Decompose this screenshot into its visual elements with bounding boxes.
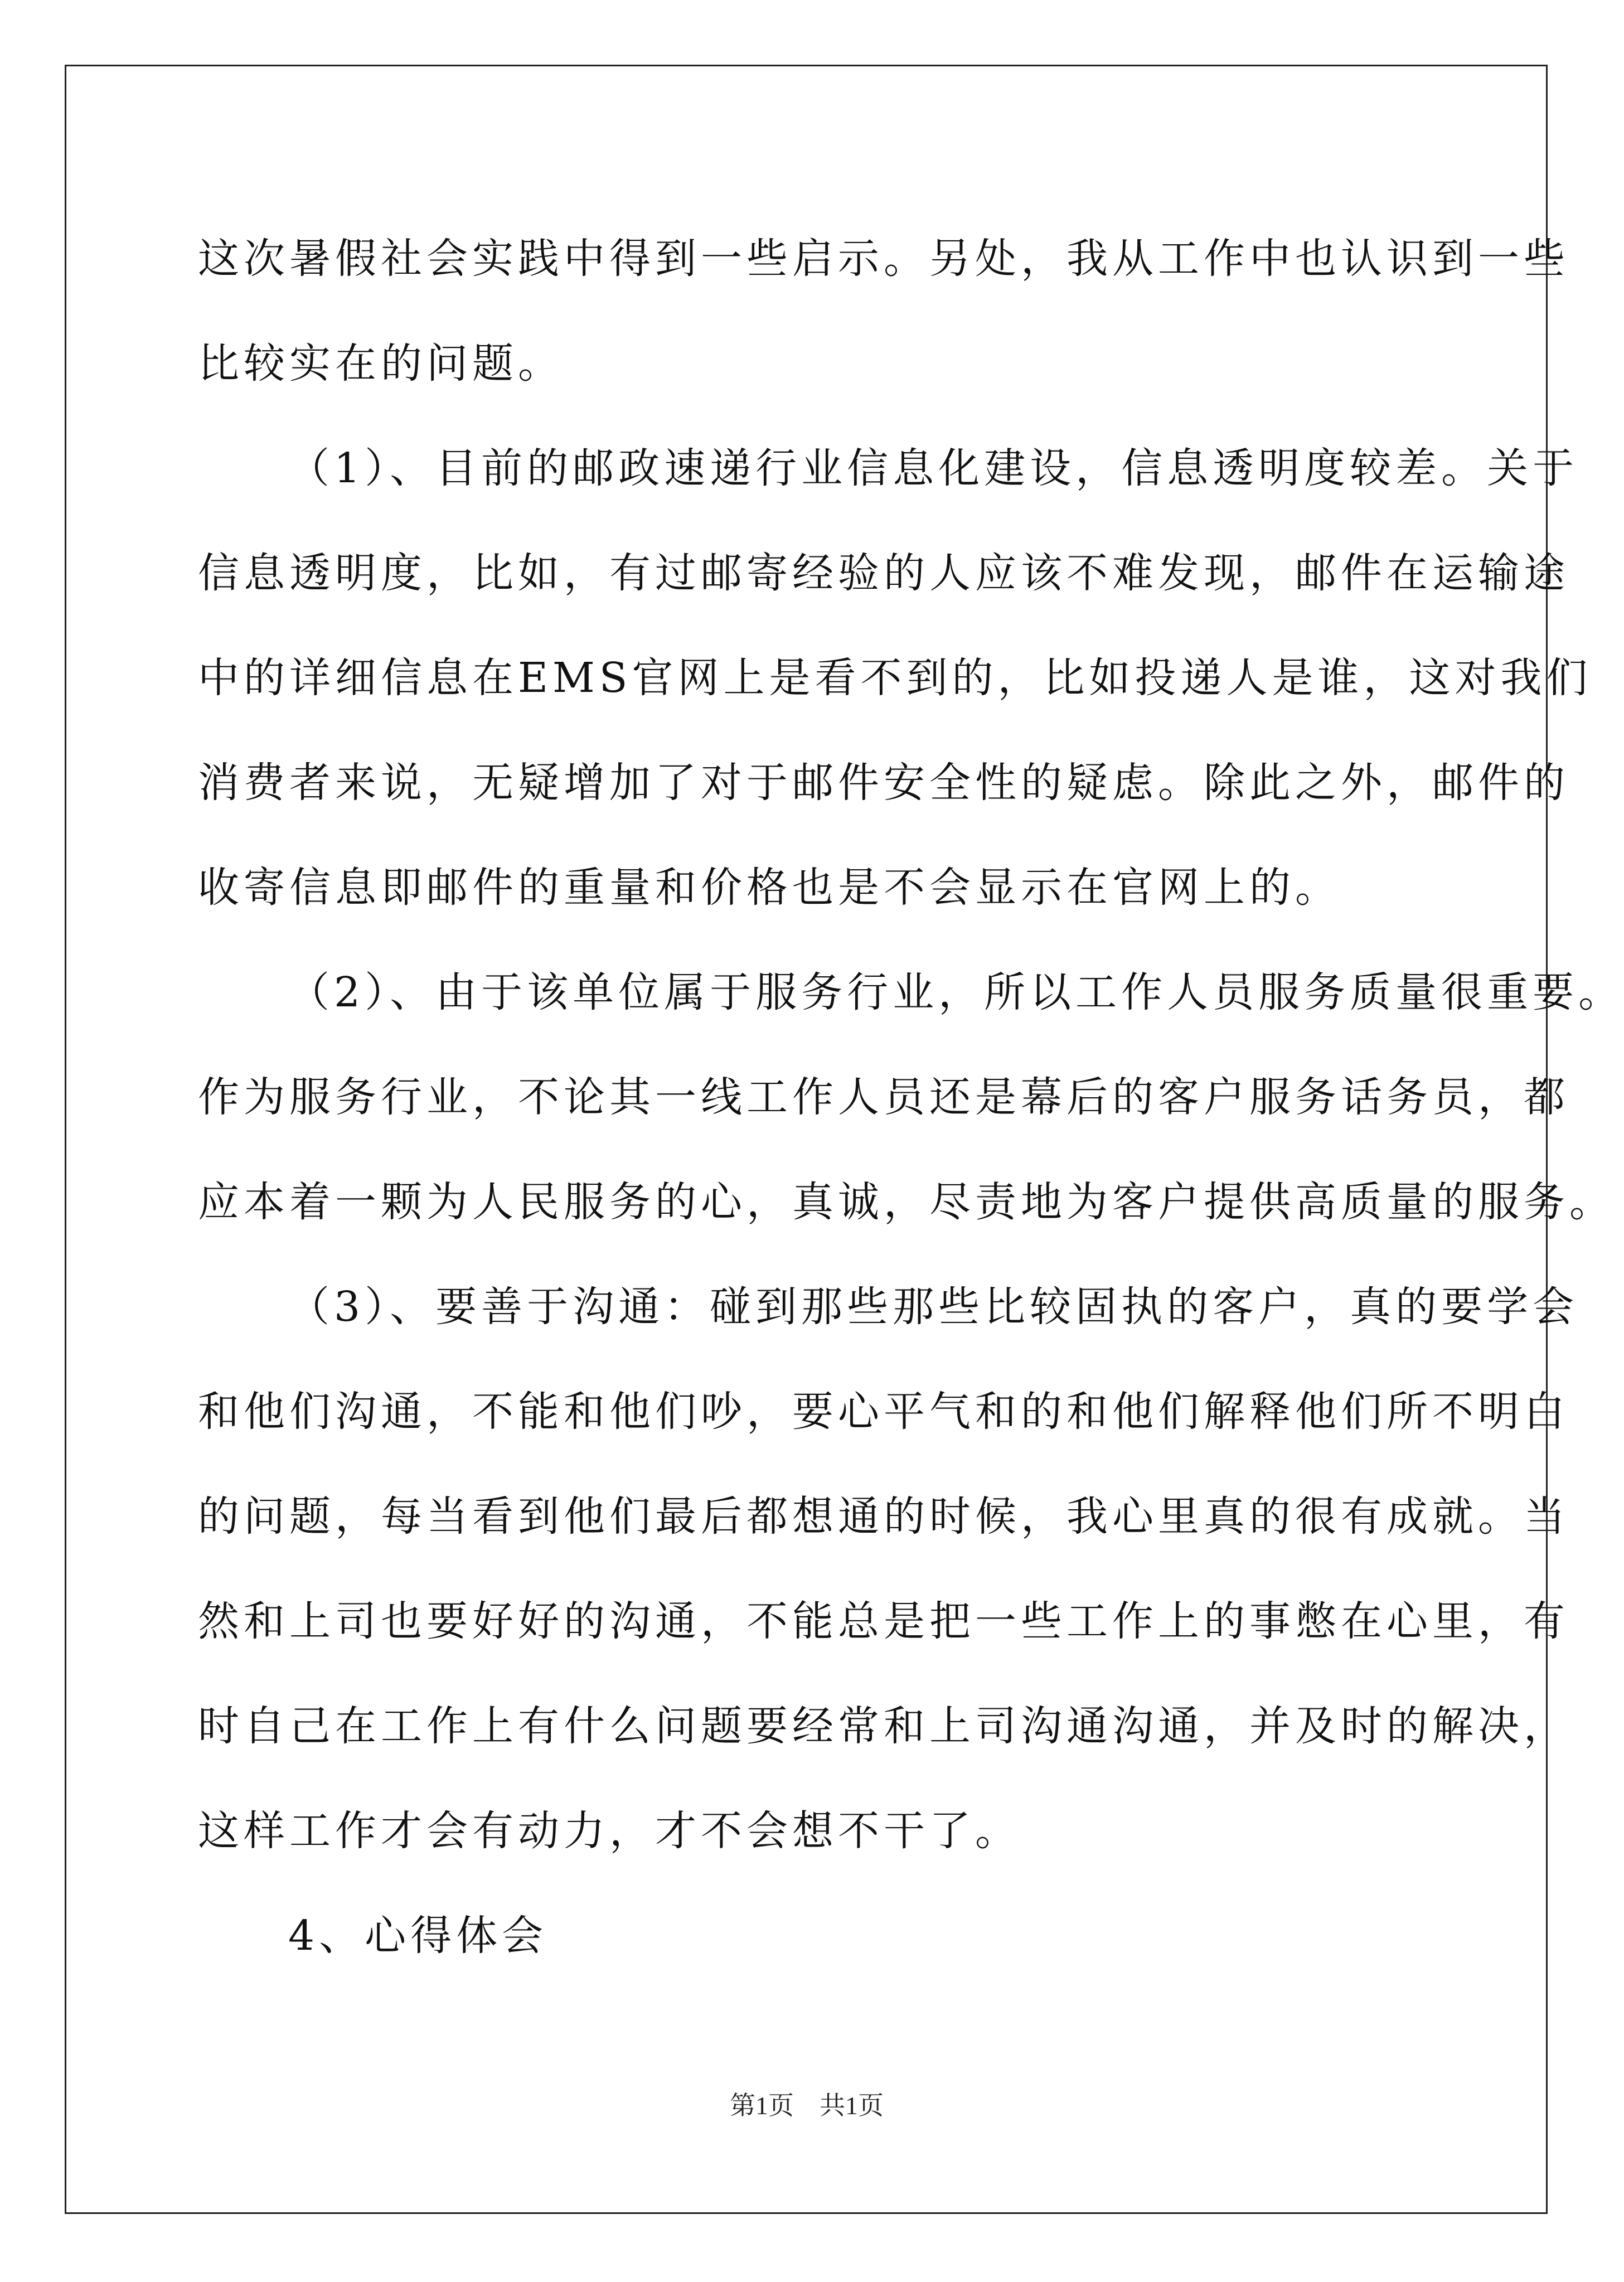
page-number-footer: 第1页 共1页 bbox=[730, 2091, 884, 2120]
paragraph-2-line-4: 消费者来说，无疑增加了对于邮件安全性的疑虑。除此之外，邮件的 bbox=[198, 759, 1569, 807]
paragraph-3-line-2: 作为服务行业，不论其一线工作人员还是幕后的客户服务话务员，都 bbox=[198, 1073, 1569, 1121]
paragraph-4-line-3: 的问题，每当看到他们最后都想通的时候，我心里真的很有成就。当 bbox=[198, 1493, 1569, 1540]
paragraph-2-line-2: 信息透明度，比如，有过邮寄经验的人应该不难发现，邮件在运输途 bbox=[198, 549, 1569, 597]
paragraph-2-line-5: 收寄信息即邮件的重量和价格也是不会显示在官网上的。 bbox=[198, 864, 1341, 912]
paragraph-2-line-3: 中的详细信息在EMS官网上是看不到的，比如投递人是谁，这对我们 bbox=[198, 654, 1592, 702]
paragraph-4-line-2: 和他们沟通，不能和他们吵，要心平气和的和他们解释他们所不明白 bbox=[198, 1388, 1569, 1436]
paragraph-4-line-4: 然和上司也要好好的沟通，不能总是把一些工作上的事憋在心里，有 bbox=[198, 1597, 1569, 1645]
paragraph-4-line-5: 时自己在工作上有什么问题要经常和上司沟通沟通，并及时的解决， bbox=[198, 1702, 1569, 1750]
paragraph-2-line-1: （1）、目前的邮政速递行业信息化建设，信息透明度较差。关于 bbox=[288, 444, 1579, 492]
paragraph-1-line-2: 比较实在的问题。 bbox=[198, 340, 564, 387]
section-heading: 4、心得体会 bbox=[288, 1912, 548, 1960]
paragraph-1-line-1: 这次暑假社会实践中得到一些启示。另处，我从工作中也认识到一些 bbox=[198, 235, 1569, 283]
document-body bbox=[198, 206, 1624, 1988]
paragraph-3-line-3: 应本着一颗为人民服务的心，真诚，尽责地为客户提供高质量的服务。 bbox=[198, 1178, 1615, 1226]
paragraph-3-line-1: （2）、由于该单位属于服务行业，所以工作人员服务质量很重要。 bbox=[288, 968, 1624, 1016]
paragraph-4-line-1: （3）、要善于沟通：碰到那些那些比较固执的客户，真的要学会 bbox=[288, 1283, 1579, 1331]
paragraph-4-line-6: 这样工作才会有动力，才不会想不干了。 bbox=[198, 1807, 1021, 1855]
